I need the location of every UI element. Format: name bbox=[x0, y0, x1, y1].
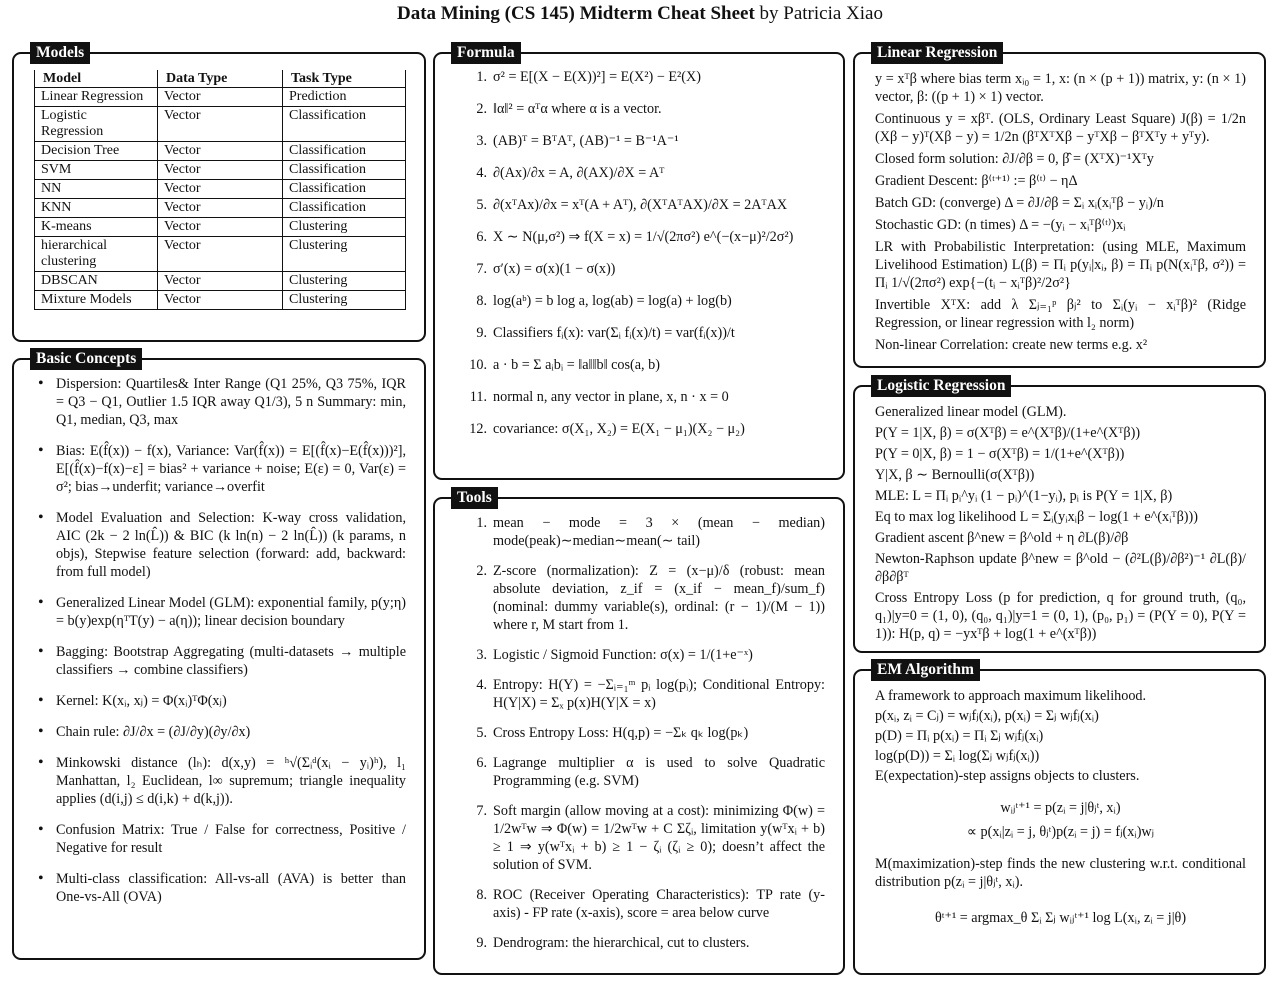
logreg-line: Gradient ascent β^new = β^old + η ∂L(β)/∂β bbox=[875, 530, 1129, 546]
formula-title: Formula bbox=[451, 42, 521, 64]
table-row bbox=[35, 88, 406, 107]
table-cell: Vector bbox=[158, 107, 283, 142]
formula-box bbox=[433, 44, 845, 480]
table-cell: Classification bbox=[283, 107, 406, 142]
formula-item: 7. σ′(x) = σ(x)(1 − σ(x)) bbox=[476, 261, 616, 277]
table-cell: Vector bbox=[158, 142, 283, 161]
table-cell: Vector bbox=[158, 218, 283, 237]
linreg-line: Closed form solution: ∂J/∂β = 0, β̂ = (XᵀX)⁻¹Xᵀy bbox=[875, 151, 1154, 167]
formula-text: normal n, any vector in plane, x, n · x = 0 bbox=[493, 389, 729, 405]
table-cell: Vector bbox=[158, 88, 283, 107]
list-item: • Chain rule: ∂J/∂x = (∂J/∂y)(∂y/∂x) bbox=[38, 723, 406, 741]
logistic-regression-body bbox=[875, 403, 1246, 643]
table-cell: Classification bbox=[283, 199, 406, 218]
list-item: • Generalized Linear Model (GLM): exponential family, p(y;η) = b(y)exp(ηᵀT(y) − a(η)); linear decision boundary bbox=[38, 594, 406, 630]
linear-regression-body bbox=[875, 70, 1246, 354]
table-row bbox=[35, 272, 406, 291]
logreg-line: Y|X, β ∼ Bernoulli(σ(Xᵀβ)) bbox=[875, 467, 1035, 483]
tools-text: mean − mode = 3 × (mean − median) mode(peak)∼median∼mean(∼ tail) bbox=[493, 515, 825, 549]
basic-concepts-box bbox=[12, 350, 426, 960]
list-item: • Model Evaluation and Selection: K-way cross validation, AIC (2k − 2 ln(L̂)) & BIC (k ln(n) − 2 ln(L̂)) (k params, n objs), Stepwise feature selection (forward: add, backward: from full model) bbox=[38, 509, 406, 581]
table-cell: Vector bbox=[158, 161, 283, 180]
formula-text: covariance: σ(X₁, X₂) = E(X₁ − μ₁)(X₂ − μ₂) bbox=[493, 421, 745, 437]
formula-item: 1. σ² = E[(X − E(X))²] = E(X²) − E²(X) bbox=[476, 69, 701, 85]
table-cell: Vector bbox=[158, 237, 283, 272]
em-line: A framework to approach maximum likelihood. bbox=[875, 688, 1147, 704]
table-cell: SVM bbox=[35, 161, 158, 180]
tools-item: 4. Entropy: H(Y) = −Σᵢ₌₁ᵐ pᵢ log(pᵢ); Conditional Entropy: H(Y|X) = Σₓ p(x)H(Y|X = x) bbox=[476, 677, 825, 711]
em-equation: wᵢⱼᵗ⁺¹ = p(zᵢ = j|θⱼᵗ, xᵢ) bbox=[1000, 800, 1121, 816]
list-item: • Multi-class classification: All-vs-all (AVA) is better than One-vs-All (OVA) bbox=[38, 870, 406, 906]
table-cell: Classification bbox=[283, 142, 406, 161]
formula-text: log(aᵇ) = b log a, log(ab) = log(a) + log(b) bbox=[493, 293, 732, 309]
formula-text: (AB)ᵀ = BᵀAᵀ, (AB)⁻¹ = B⁻¹A⁻¹ bbox=[493, 133, 679, 149]
formula-item: 5. ∂(xᵀAx)/∂x = xᵀ(A + Aᵀ), ∂(XᵀAᵀAX)/∂X = 2AᵀAX bbox=[476, 197, 788, 213]
table-row bbox=[35, 107, 406, 142]
list-item: • Minkowski distance (lₕ): d(x,y) = ʰ√(Σᵢᵈ(xᵢ − yᵢ)ʰ), l₁ Manhattan, l₂ Euclidean, l∞ supremum; triangle inequality applies (d(i,j) ≤ d(i,k) + d(k,j)). bbox=[38, 754, 406, 808]
table-cell: KNN bbox=[35, 199, 158, 218]
title-main: Data Mining (CS 145) Midterm Cheat Sheet bbox=[396, 3, 755, 24]
tools-item: 6. Lagrange multiplier α is used to solve Quadratic Programming (e.g. SVM) bbox=[476, 755, 825, 789]
formula-item: 9. Classifiers fᵢ(x): var(Σᵢ fᵢ(x)/t) = var(fᵢ(x))/t bbox=[476, 325, 735, 341]
em-algorithm-box bbox=[853, 661, 1266, 975]
models-title: Models bbox=[30, 42, 90, 64]
table-row bbox=[35, 161, 406, 180]
em-line: p(D) = Πᵢ p(xᵢ) = Πᵢ Σⱼ wⱼfⱼ(xᵢ) bbox=[875, 728, 1044, 744]
table-cell: DBSCAN bbox=[35, 272, 158, 291]
tools-text: Logistic / Sigmoid Function: σ(x) = 1/(1+e⁻ˣ) bbox=[493, 647, 753, 663]
em-equation: θᵗ⁺¹ = argmax_θ Σᵢ Σⱼ wᵢⱼᵗ⁺¹ log L(xᵢ, zᵢ = j|θ) bbox=[934, 910, 1187, 926]
table-cell: K-means bbox=[35, 218, 158, 237]
tools-title: Tools bbox=[451, 487, 498, 509]
table-cell: Clustering bbox=[283, 291, 406, 310]
table-cell: Vector bbox=[158, 272, 283, 291]
logreg-line: Eq to max log likelihood L = Σᵢ(yᵢxᵢβ − log(1 + e^(xᵢᵀβ))) bbox=[875, 509, 1198, 525]
tools-text: Z-score (normalization): Z = (x−μ)/δ (robust: mean absolute deviation, z_if = (x_if − mean_f)/sum_f) (nominal: dummy variable(s), ordinal: (r − 1)/(M − 1)) where r, M start from 1. bbox=[493, 563, 825, 633]
table-row bbox=[35, 180, 406, 199]
models-header-row bbox=[35, 70, 406, 88]
models-header-tasktype: Task Type bbox=[283, 70, 406, 88]
em-algorithm-title: EM Algorithm bbox=[871, 659, 980, 681]
em-algorithm-body bbox=[875, 687, 1246, 927]
linreg-line: Stochastic GD: (n times) Δ = −(yᵢ − xᵢᵀβ⁽ᵗ⁾)xᵢ bbox=[875, 217, 1126, 233]
basic-concepts-title: Basic Concepts bbox=[30, 348, 142, 370]
page-title bbox=[0, 3, 1280, 25]
tools-item: 1. mean − mode = 3 × (mean − median) mode(peak)∼median∼mean(∼ tail) bbox=[476, 515, 825, 549]
tools-text: Soft margin (allow moving at a cost): minimizing Φ(w) = 1/2wᵀw ⇒ Φ(w) = 1/2wᵀw + C Σζᵢ, limitation y(wᵀxᵢ + b) ≥ 1 ⇒ y(wᵀxᵢ + b) ≥ 1 − ζᵢ (ζᵢ ≥ 0); doesn’t affect the solution of SVM. bbox=[493, 803, 825, 873]
formula-text: a · b = Σ aᵢbᵢ = ‖a‖‖b‖ cos(a, b) bbox=[493, 357, 660, 373]
list-item: • Bias: E(f̂(x)) − f(x), Variance: Var(f̂(x)) = E[(f̂(x)−E(f̂(x)))²], E[(f̂(x)−f(x)−ε] = bias² + variance + noise; E(ε) = 0, Var(ε) = σ²; bias→underfit; variance→overfit bbox=[38, 442, 406, 496]
tools-text: Cross Entropy Loss: H(q,p) = −Σₖ qₖ log(pₖ) bbox=[493, 725, 749, 741]
formula-text: X ∼ N(μ,σ²) ⇒ f(X = x) = 1/√(2πσ²) e^(−(x−μ)²/2σ²) bbox=[493, 229, 794, 245]
tools-item: 7. Soft margin (allow moving at a cost): minimizing Φ(w) = 1/2wᵀw ⇒ Φ(w) = 1/2wᵀw + C Σζᵢ, limitation y(wᵀxᵢ + b) ≥ 1 ⇒ y(wᵀxᵢ + b) ≥ 1 − ζᵢ (ζᵢ ≥ 0); doesn’t affect the solution of SVM. bbox=[476, 803, 825, 873]
tools-text: ROC (Receiver Operating Characteristics): TP rate (y-axis) - FP rate (x-axis), score = area below curve bbox=[493, 887, 825, 921]
table-cell: NN bbox=[35, 180, 158, 199]
table-cell: Classification bbox=[283, 180, 406, 199]
formula-item: 10. a · b = Σ aᵢbᵢ = ‖a‖‖b‖ cos(a, b) bbox=[469, 357, 660, 373]
formula-text: σ² = E[(X − E(X))²] = E(X²) − E²(X) bbox=[493, 69, 701, 85]
basic-concepts-list bbox=[38, 375, 406, 919]
linreg-line: LR with Probabilistic Interpretation: (using MLE, Maximum Livelihood Estimation) L(β) = Πᵢ p(yᵢ|xᵢ, β) = Πᵢ p(N(xᵢᵀβ, σ²)) = Πᵢ 1/√(2πσ²) exp{−(tᵢ − xᵢᵀβ)²/2σ²} bbox=[875, 239, 1246, 291]
linreg-line: Gradient Descent: β⁽ᵗ⁺¹⁾ := β⁽ᵗ⁾ − ηΔ bbox=[875, 173, 1078, 189]
table-cell: hierarchical clustering bbox=[35, 237, 158, 272]
logreg-line: Newton-Raphson update β^new = β^old − (∂²L(β)/∂β²)⁻¹ ∂L(β)/∂β∂βᵀ bbox=[875, 551, 1246, 585]
table-row bbox=[35, 199, 406, 218]
table-row bbox=[35, 218, 406, 237]
tools-item: 5. Cross Entropy Loss: H(q,p) = −Σₖ qₖ log(pₖ) bbox=[476, 725, 749, 741]
formula-item: 12. covariance: σ(X₁, X₂) = E(X₁ − μ₁)(X₂ − μ₂) bbox=[469, 421, 745, 437]
tools-item: 8. ROC (Receiver Operating Characteristics): TP rate (y-axis) - FP rate (x-axis), score = area below curve bbox=[476, 887, 825, 921]
logreg-line: MLE: L = Πᵢ pᵢ^yᵢ (1 − pᵢ)^(1−yᵢ), pᵢ is P(Y = 1|X, β) bbox=[875, 488, 1173, 504]
models-header-model: Model bbox=[35, 70, 158, 88]
logreg-line: P(Y = 0|X, β) = 1 − σ(Xᵀβ) = 1/(1+e^(Xᵀβ)) bbox=[875, 446, 1125, 462]
logistic-regression-box bbox=[853, 377, 1266, 653]
formula-item: 11. normal n, any vector in plane, x, n · x = 0 bbox=[469, 389, 729, 405]
table-cell: Vector bbox=[158, 199, 283, 218]
table-cell: Prediction bbox=[283, 88, 406, 107]
linear-regression-title: Linear Regression bbox=[871, 42, 1003, 64]
table-row bbox=[35, 142, 406, 161]
formula-text: ‖α‖² = αᵀα where α is a vector. bbox=[493, 101, 662, 117]
formula-text: Classifiers fᵢ(x): var(Σᵢ fᵢ(x)/t) = var(fᵢ(x))/t bbox=[493, 325, 735, 341]
table-row bbox=[35, 291, 406, 310]
tools-box bbox=[433, 489, 845, 975]
formula-list bbox=[471, 68, 825, 438]
tools-item: 2. Z-score (normalization): Z = (x−μ)/δ (robust: mean absolute deviation, z_if = (x_if − mean_f)/sum_f) (nominal: dummy variable(s), ordinal: (r − 1)/(M − 1)) where r, M start from 1. bbox=[476, 563, 825, 633]
formula-item: 8. log(aᵇ) = b log a, log(ab) = log(a) + log(b) bbox=[476, 293, 732, 309]
tools-text: Dendrogram: the hierarchical, cut to clusters. bbox=[493, 935, 750, 951]
em-line: log(p(D)) = Σᵢ log(Σⱼ wⱼfⱼ(xᵢ)) bbox=[875, 748, 1040, 764]
logreg-line: Cross Entropy Loss (p for prediction, q for ground truth, (q₀, q₁)|y=0 = (1, 0), (q₀, q₁)|y=1 = (0, 1), (p₀, p₁) = (P(Y = 0), P(Y = 1)): H(p, q) = −yxᵀβ + log(1 + e^(xᵀβ)) bbox=[875, 590, 1246, 642]
logreg-line: P(Y = 1|X, β) = σ(Xᵀβ) = e^(Xᵀβ)/(1+e^(Xᵀβ)) bbox=[875, 425, 1141, 441]
list-item: • Bagging: Bootstrap Aggregating (multi-datasets → multiple classifiers → combine classifiers) bbox=[38, 643, 406, 679]
list-item: • Kernel: K(xᵢ, xⱼ) = Φ(xᵢ)ᵀΦ(xⱼ) bbox=[38, 692, 406, 710]
em-line: p(xᵢ, zᵢ = Cⱼ) = wⱼfⱼ(xᵢ), p(xᵢ) = Σⱼ wⱼfⱼ(xᵢ) bbox=[875, 708, 1099, 724]
em-line: M(maximization)-step finds the new clustering w.r.t. conditional distribution p(zᵢ = j|θⱼᵗ, xᵢ). bbox=[875, 856, 1246, 890]
em-line: E(expectation)-step assigns objects to clusters. bbox=[875, 768, 1140, 784]
formula-text: ∂(xᵀAx)/∂x = xᵀ(A + Aᵀ), ∂(XᵀAᵀAX)/∂X = 2AᵀAX bbox=[493, 197, 788, 213]
tools-item: 9. Dendrogram: the hierarchical, cut to clusters. bbox=[476, 935, 750, 951]
linreg-line: Batch GD: (converge) Δ = ∂J/∂β = Σᵢ xᵢ(xᵢᵀβ − yᵢ)/n bbox=[875, 195, 1164, 211]
table-cell: Clustering bbox=[283, 237, 406, 272]
table-row bbox=[35, 237, 406, 272]
formula-text: σ′(x) = σ(x)(1 − σ(x)) bbox=[493, 261, 616, 277]
models-header-datatype: Data Type bbox=[158, 70, 283, 88]
table-cell: Vector bbox=[158, 291, 283, 310]
tools-text: Entropy: H(Y) = −Σᵢ₌₁ᵐ pᵢ log(pᵢ); Conditional Entropy: H(Y|X) = Σₓ p(x)H(Y|X = x) bbox=[493, 677, 825, 711]
logistic-regression-title: Logistic Regression bbox=[871, 375, 1011, 397]
formula-item: 4. ∂(Ax)/∂x = A, ∂(AX)/∂X = Aᵀ bbox=[476, 165, 665, 181]
table-cell: Vector bbox=[158, 180, 283, 199]
table-cell: Decision Tree bbox=[35, 142, 158, 161]
formula-item: 3. (AB)ᵀ = BᵀAᵀ, (AB)⁻¹ = B⁻¹A⁻¹ bbox=[476, 133, 679, 149]
linear-regression-box bbox=[853, 44, 1266, 368]
formula-item: 6. X ∼ N(μ,σ²) ⇒ f(X = x) = 1/√(2πσ²) e^(−(x−μ)²/2σ²) bbox=[476, 229, 794, 245]
formula-text: ∂(Ax)/∂x = A, ∂(AX)/∂X = Aᵀ bbox=[493, 165, 665, 181]
table-cell: Clustering bbox=[283, 272, 406, 291]
table-cell: Linear Regression bbox=[35, 88, 158, 107]
table-cell: Clustering bbox=[283, 218, 406, 237]
formula-item: 2. ‖α‖² = αᵀα where α is a vector. bbox=[476, 101, 662, 117]
linreg-line: y = xᵀβ where bias term xᵢ₀ = 1, x: (n × (p + 1)) matrix, y: (n × 1) vector, β: ((p + 1) × 1) vector. bbox=[875, 71, 1246, 105]
title-author: by Patricia Xiao bbox=[759, 3, 883, 24]
linreg-line: Continuous y = xβᵀ. (OLS, Ordinary Least Square) J(β) = 1/2n (Xβ − y)ᵀ(Xβ − y) = 1/2n (βᵀXᵀXβ − yᵀXβ − βᵀXᵀy + yᵀy). bbox=[875, 111, 1246, 145]
logreg-line: Generalized linear model (GLM). bbox=[875, 404, 1067, 420]
table-cell: Mixture Models bbox=[35, 291, 158, 310]
linreg-line: Invertible XᵀX: add λ Σⱼ₌₁ᵖ βⱼ² to Σᵢ(yᵢ − xᵢᵀβ)² (Ridge Regression, or linear regression with l₂ norm) bbox=[875, 297, 1246, 331]
table-cell: Classification bbox=[283, 161, 406, 180]
models-box bbox=[12, 44, 426, 342]
list-item: • Confusion Matrix: True / False for correctness, Positive / Negative for result bbox=[38, 821, 406, 857]
tools-list bbox=[471, 514, 825, 952]
em-equation: ∝ p(xᵢ|zᵢ = j, θⱼᵗ)p(zᵢ = j) = fⱼ(xᵢ)wⱼ bbox=[966, 824, 1155, 840]
tools-item: 3. Logistic / Sigmoid Function: σ(x) = 1/(1+e⁻ˣ) bbox=[476, 647, 753, 663]
tools-text: Lagrange multiplier α is used to solve Quadratic Programming (e.g. SVM) bbox=[493, 755, 825, 789]
table-cell: Logistic Regression bbox=[35, 107, 158, 142]
list-item: • Dispersion: Quartiles& Inter Range (Q1 25%, Q3 75%, IQR = Q3 − Q1, Outlier 1.5 IQR away Q1/3), 5 n Summary: min, Q1, median, Q3, max bbox=[38, 375, 406, 429]
models-table bbox=[34, 70, 406, 310]
linreg-line: Non-linear Correlation: create new terms e.g. x² bbox=[875, 337, 1148, 353]
